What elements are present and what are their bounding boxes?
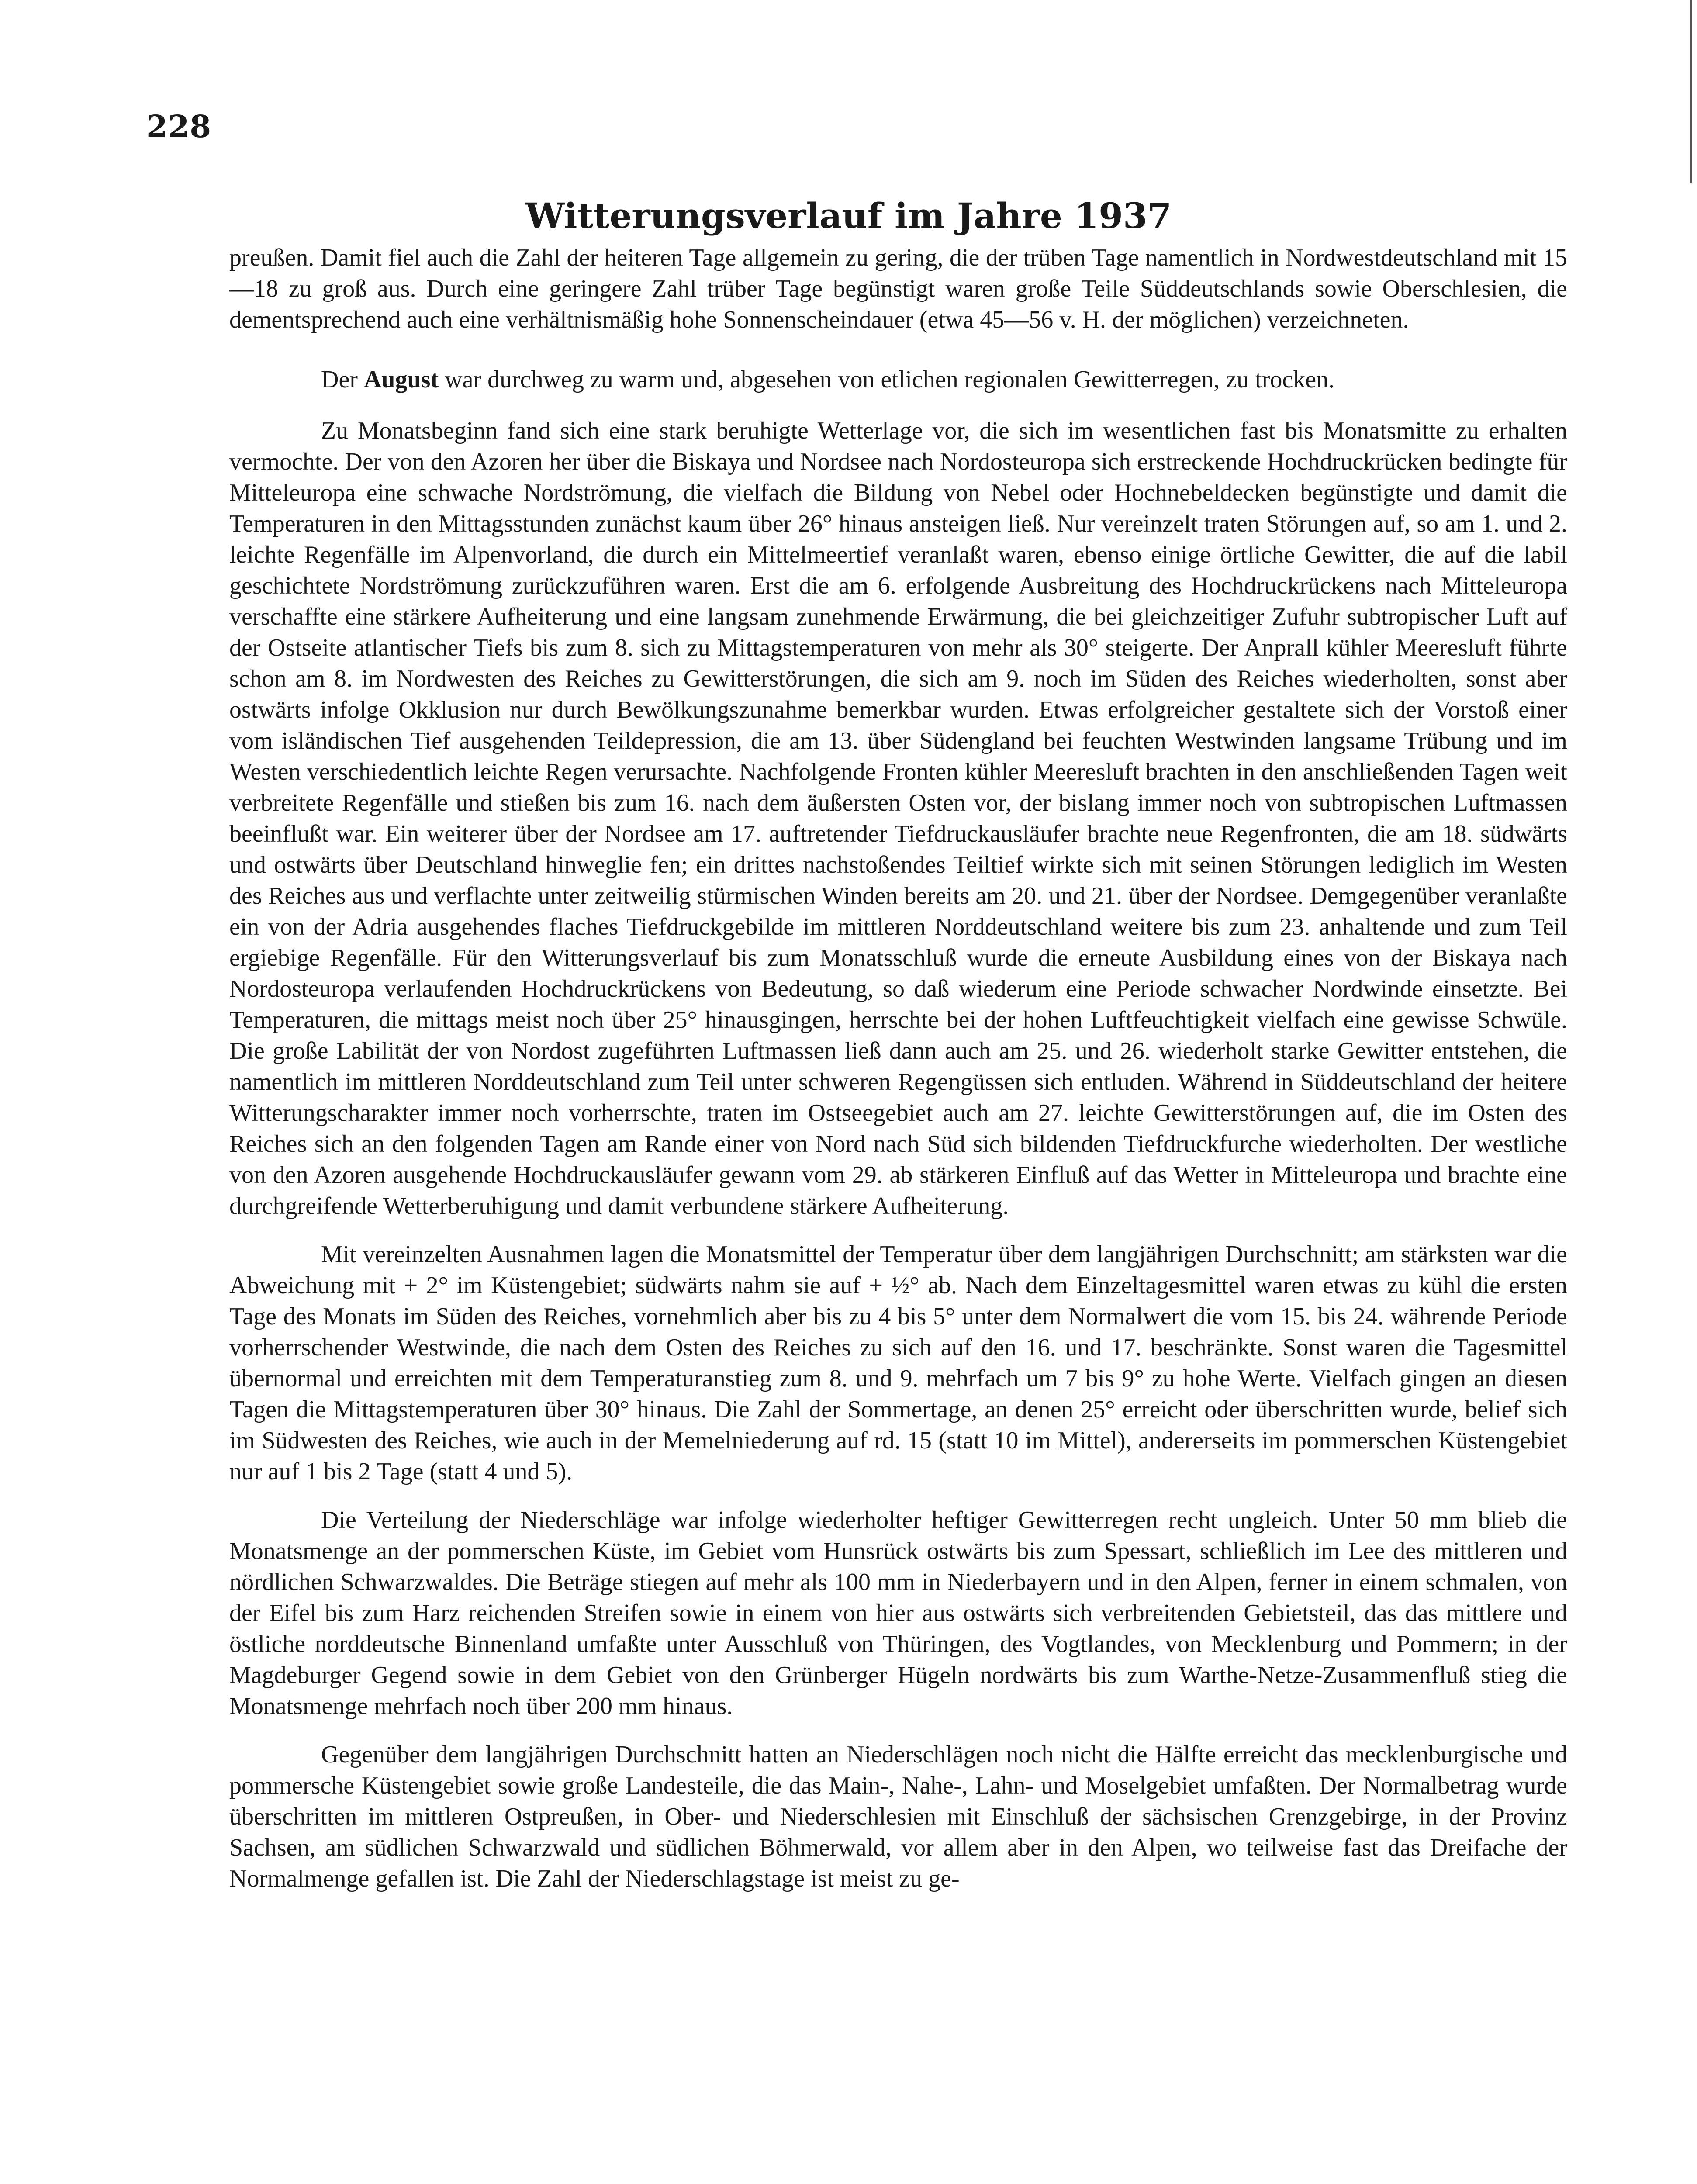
august-summary-lead: Der: [321, 366, 364, 393]
paragraph-weather-course: Zu Monatsbeginn fand sich eine stark beruhigte Wetterlage vor, die sich im wesentlichen fast bis Monatsmitte zu erhalten vermochte. Der von den Azoren her über die Biskaya und Nordsee nach Nordosteuropa sich erstreckende Hochdruckrücken bedingte für Mitteleuropa eine schwache Nordströmung, die vielfach die Bildung von Nebel oder Hochnebeldecken begünstigte und damit die Temperaturen in den Mittagsstunden zunächst kaum über 26° hinaus ansteigen ließ. Nur vereinzelt traten Störungen auf, so am 1. und 2. leichte Regenfälle im Alpenvorland, die durch ein Mittelmeertief veranlaßt waren, ebenso einige örtliche Gewitter, die auf die labil geschichtete Nordströmung zurückzuführen waren. Erst die am 6. erfolgende Ausbreitung des Hochdruckrückens nach Mitteleuropa verschaffte eine stärkere Aufheiterung und eine langsam zunehmende Erwärmung, die bei gleichzeitiger Zufuhr subtropischer Luft auf der Ostseite atlantischer Tiefs bis zum 8. sich zu Mittagstemperaturen von mehr als 30° steigerte. Der Anprall kühler Meeresluft führte schon am 8. im Nordwesten des Reiches zu Gewitterstörungen, die sich am 9. noch im Süden des Reiches wiederholten, sonst aber ostwärts infolge Okklusion nur durch Bewölkungszunahme bemerkbar wurden. Etwas erfolgreicher gestaltete sich der Vorstoß einer vom isländischen Tief ausgehenden Teildepression, die am 13. über Südengland bei feuchten Westwinden langsame Trübung und im Westen verschiedentlich leichte Regen verursachte. Nachfolgende Fronten kühler Meeresluft brachten in den anschließenden Tagen weit verbreitete Regenfälle und stießen bis zum 16. nach dem äußersten Osten vor, der bislang immer noch von subtropischen Luftmassen beeinflußt war. Ein weiterer über der Nordsee am 17. auftretender Tiefdruckausläufer brachte neue Regenfronten, die am 18. südwärts und ostwärts über Deutschland hinweglie fen; ein drittes nachstoßendes Teiltief wirkte sich mit seinen Störungen lediglich im Westen des Reiches aus und verflachte unter zeitweilig stürmischen Winden bereits am 20. und 21. über der Nordsee. Demgegenüber veranlaßte ein von der Adria ausgehendes flaches Tiefdruckgebilde im mittleren Norddeutschland weitere bis zum 23. anhaltende und zum Teil ergiebige Regenfälle. Für den Witterungsverlauf bis zum Monatsschluß wurde die erneute Ausbildung eines von der Biskaya nach Nordosteuropa verlaufenden Hochdruckrückens von Bedeutung, so daß wiederum eine Periode schwacher Nordwinde einsetzte. Bei Temperaturen, die mittags meist noch über 25° hinausgingen, herrschte bei der hohen Luftfeuchtigkeit vielfach eine gewisse Schwüle. Die große Labilität der von Nordost zugeführten Luftmassen ließ dann auch am 25. und 26. wiederholt starke Gewitter entstehen, die namentlich im mittleren Norddeutschland zum Teil unter schweren Regengüssen sich entluden. Während in Süddeutschland der heitere Witterungscharakter immer noch vorherrschte, traten im Ostseegebiet auch am 27. leichte Gewitterstörungen auf, die im Osten des Reiches sich an den folgenden Tagen am Rande einer von Nord nach Süd sich bildenden Tiefdruckfurche wiederholten. Der westliche von den Azoren ausgehende Hochdruckausläufer gewann vom 29. ab stärkeren Einfluß auf das Wetter in Mitteleuropa und brachte eine durchgreifende Wetterberuhigung und damit verbundene stärkere Aufheiterung.: [229, 417, 1567, 1220]
page-number: 228: [146, 108, 212, 145]
paragraph-precipitation-average: Gegenüber dem langjährigen Durchschnitt hatten an Niederschlägen noch nicht die Hälfte erreicht das mecklenburgische und pommersche Küstengebiet sowie große Landesteile, die das Main-, Nahe-, Lahn- und Moselgebiet umfaßten. Der Normalbetrag wurde überschritten im mittleren Ostpreußen, in Ober- und Niederschlesien mit Einschluß der sächsischen Grenzgebirge, in der Provinz Sachsen, am südlichen Schwarzwald und südlichen Böhmerwald, vor allem aber in den Alpen, wo teilweise fast das Dreifache der Normalmenge gefallen ist. Die Zahl der Niederschlagstage ist meist zu ge-: [229, 1741, 1567, 1892]
paragraph-continuation: preußen. Damit fiel auch die Zahl der heiteren Tage allgemein zu gering, die der trüben Tage namentlich in Nordwestdeutschland mit 15—18 zu groß aus. Durch eine geringere Zahl trüber Tage begünstigt waren große Teile Süddeutschlands sowie Oberschlesien, die dementsprechend auch eine verhältnismäßig hohe Sonnenscheindauer (etwa 45—56 v. H. der möglichen) verzeichneten.: [229, 244, 1567, 333]
paragraph-temperature: Mit vereinzelten Ausnahmen lagen die Monatsmittel der Temperatur über dem langjährigen Durchschnitt; am stärksten war die Abweichung mit + 2° im Küstengebiet; südwärts nahm sie auf + ½° ab. Nach dem Einzeltagesmittel waren etwas zu kühl die ersten Tage des Monats im Süden des Reiches, vornehmlich aber bis zu 4 bis 5° unter dem Normalwert die vom 15. bis 24. währende Periode vorherrschender Westwinde, die nach dem Osten des Reiches zu sich auf den 16. und 17. beschränkte. Sonst waren die Tagesmittel übernormal und erreichten mit dem Temperaturanstieg zum 8. und 9. mehrfach um 7 bis 9° zu hohe Werte. Vielfach gingen an diesen Tagen die Mittagstemperaturen über 30° hinaus. Die Zahl der Sommertage, an denen 25° erreicht oder überschritten wurde, belief sich im Südwesten des Reiches, wie auch in der Memelniederung auf rd. 15 (statt 10 im Mittel), andererseits im pommerschen Küstengebiet nur auf 1 bis 2 Tage (statt 4 und 5).: [229, 1241, 1567, 1485]
paragraph-august-summary: [229, 364, 1567, 395]
paragraph-precipitation-distribution: Die Verteilung der Niederschläge war infolge wiederholter heftiger Gewitterregen recht ungleich. Unter 50 mm blieb die Monatsmenge an der pommerschen Küste, im Gebiet vom Hunsrück ostwärts bis zum Spessart, schließlich im Lee des mittleren und nördlichen Schwarzwaldes. Die Beträge stiegen auf mehr als 100 mm in Niederbayern und in den Alpen, ferner in einem schmalen, von der Eifel bis zum Harz reichenden Streifen sowie in einem von hier aus ostwärts sich verbreitenden Gebietsteil, das das mittlere und östliche norddeutsche Binnenland umfaßte unter Ausschluß von Thüringen, des Vogtlandes, von Mecklenburg und Pommern; in der Magdeburger Gegend sowie in dem Gebiet von den Grünberger Hügeln nordwärts bis zum Warthe-Netze-Zusammenfluß stieg die Monatsmenge mehrfach noch über 200 mm hinaus.: [229, 1507, 1567, 1720]
scan-edge-artifact: [1690, 0, 1692, 183]
august-summary-rest: war durchweg zu warm und, abgesehen von etlichen regionalen Gewitterregen, zu trocken.: [439, 366, 1335, 393]
month-name-august: August: [363, 366, 439, 393]
body-text: [229, 242, 1567, 1894]
page-title: Witterungsverlauf im Jahre 1937: [525, 195, 1172, 236]
